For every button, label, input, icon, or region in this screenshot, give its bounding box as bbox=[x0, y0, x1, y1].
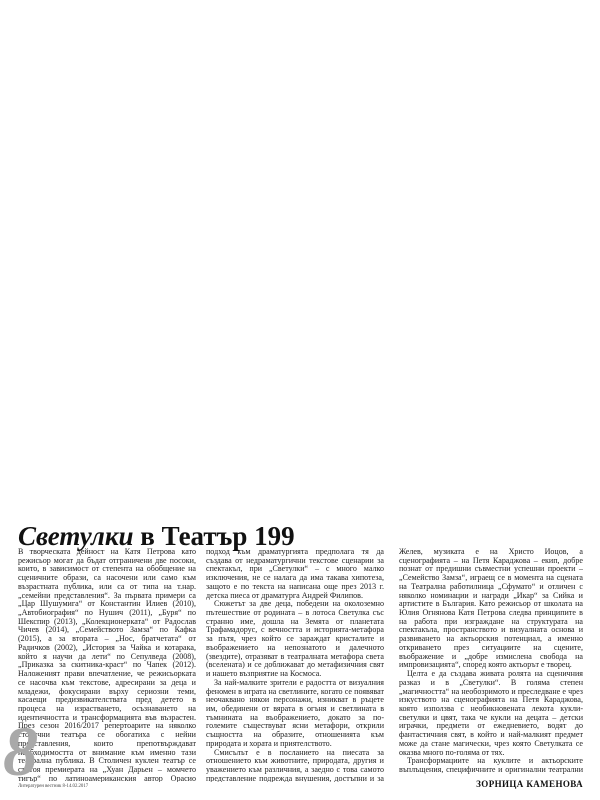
publication-reference: Литературен вестник 8-14.02.2017 bbox=[18, 784, 89, 789]
paragraph: Желев, музиката е на Христо Йоцов, а сценографията – на Петя Караджова – екип, добре познат от предишни съвместни успешни проекти – „Семейство Замза“, играещ се в момента на сцената на Театрална работилница „Сфумато“ и отличен с няколко номинации и награди „Икар“ за Сийка и артистите в България. Като режисьор от школата на Юлия Огнянова Катя Петрова следва принципите в на работа при изграждане на структурата на спектакъла, пространството и визуалната основа и развиването на актьорския потенциал, а именно откриването през ситуациите на сцените, въображение и „добре измислена свобода на импровизацията“, според която актьорът е творец. bbox=[399, 548, 583, 670]
paragraph: Смисълът е в посланието на пиесата за отношението към животните, природата, другия и уважението към различния, а заедно с това самото представление подрежда внушения, достъпни и за bbox=[206, 747, 384, 782]
paragraph: Целта е да създава живата ролята на сценичния разказ и в „Светулки“. В голяма степен „магичността“ на необозримото и преследване е чрез изкуството на сценографията на Петя Караджова, която използва с необикновената лекота кукли-светулки и цвят, така че кукли на децата – детски играчки, предмети от ежедневието, водят до фантастичния свят, в който и най-малкият предмет може да стане магически, чрез която Светулката се оказва много по-голяма от тях. bbox=[399, 669, 583, 757]
article-title bbox=[18, 521, 295, 551]
author-byline: ЗОРНИЦА КАМЕНОВА bbox=[476, 779, 583, 789]
paragraph: подход към драматургията предполага тя да създава от недраматургични текстове сценарии за спектакъл, при „Светулки“ – с много малко изключения, не се налага да има такава хипотеза, защото е по текста на написана още през 2013 г. детска пиеса от драматурга Андрей Филипов. bbox=[206, 548, 384, 600]
paragraph: За най-малките зрители е радостта от визуалния феномен в играта на светлините, когато се появяват неочаквано някои персонажи, изникват в ръцете им, обединени от вярата в огъня и светлината в тъмнината на въображението, докато за по-големите съществуват ясни метафори, открили същността на образите, отношенията към природата и хората и приятелството. bbox=[206, 677, 384, 748]
article-column-3 bbox=[399, 548, 583, 774]
article-title-rest: в Театър 199 bbox=[140, 521, 295, 551]
paragraph: В творческата дейност на Катя Петрова като режисьор могат да бъдат отграничени две посоки, които, в зависимост от степента на обобщение на сценичните образи, са насочени или само към възрастната публика, или са от типа на т.нар. „семейни представления“. За първата примери са „Цар Шушумига“ от Константин Илиев (2010), „Автобиография“ по Нушич (2011), „Буря“ по Шекспир (2013), „Колекционерката“ от Радослав Чичев (2014), „Семейството Замза“ по Кафка (2015), а за втората – „Нос, братчетата“ от Радичков (2002), „История за Чайка и котарака, който я научи да лети“ по Сепулведа (2008), „Приказка за скитника-краст“ по Чапек (2012). Наложеният прави впечатление, че режисьорката се насочва към текстове, адресирани за деца и младежи, фокусирани върху сериозни теми, касаещи предизвикателствата пред детето в процеса на израстването, осъзнаването на идентичността и трансформацията във възрастен. През сезон 2016/2017 репертоарите на няколко столични театъра се обогатиха с нейни представления, които препотвърждават необходимостта от внимание към именно тази театрална публика. В Столичен куклен театър се състоя премиерата на „Хуан Дарьен – момчето тигър“ по латиноамериканския автор Орасио bbox=[18, 548, 196, 782]
paragraph: Трансформациите на куклите и актьорските въплъщения, специфичните и оригинални театрални bbox=[399, 756, 583, 774]
article-column-1 bbox=[18, 548, 196, 782]
article-column-2 bbox=[206, 548, 384, 782]
paragraph: Сюжетът за две деца, победени на околоземно пътешествие от родината – в лотоса Светулка със странно име, дошла на Земята от планетата Трафамадорус, с вечността и историята-метафора за пътя, чрез който се зараждат кристалите и въображението на непознатото и далечното (звездите), отразяват в театралната метафора света (вселената) и се доближават до метафизичния свят и нашето възприятие на Космоса. bbox=[206, 599, 384, 679]
article-title-italic: Светулки bbox=[18, 521, 134, 551]
page-number: 8 bbox=[3, 714, 38, 791]
